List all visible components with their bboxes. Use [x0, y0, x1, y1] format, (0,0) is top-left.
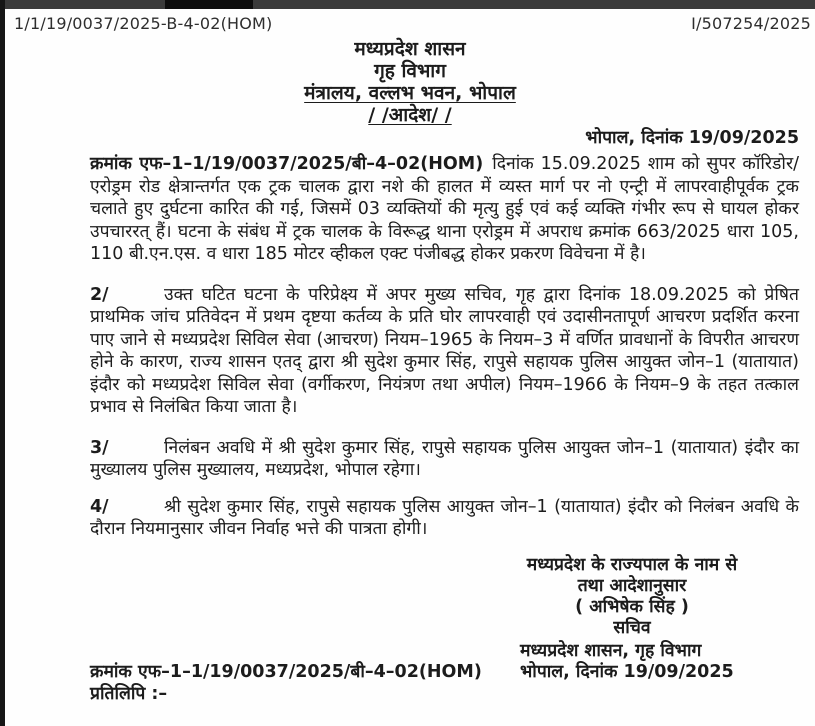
- copy-to-label: प्रतिलिपि :–: [90, 683, 168, 704]
- footer-place-date: भोपाल, दिनांक 19/09/2025: [520, 662, 734, 682]
- paragraph-3-number: 3/: [90, 437, 109, 458]
- letterhead: [5, 38, 815, 126]
- footer-department-line: मध्यप्रदेश शासन, गृह विभाग: [520, 640, 702, 661]
- office-address: मंत्रालय, वल्लभ भवन, भोपाल: [304, 82, 516, 104]
- eoffice-header-row: [5, 9, 815, 33]
- paragraph-3: [90, 437, 799, 482]
- paragraph-2: [90, 284, 799, 419]
- page-left-border: [0, 0, 5, 726]
- footer-block: [90, 641, 815, 706]
- footer-ref-number: क्रमांक एफ–1–1/19/0037/2025/बी–4–02(HOM): [90, 662, 482, 682]
- scrollbar-thumb[interactable]: [165, 0, 253, 9]
- paragraph-4-number: 4/: [90, 496, 109, 517]
- issue-place-date: भोपाल, दिनांक 19/09/2025: [585, 128, 799, 148]
- paragraph-4-text: श्री सुदेश कुमार सिंह, रापुसे सहायक पुलिस आयुक्त जोन–1 (यातायात) इंदौर को निलंबन अवधि के दौरान नियमानुसार जीवन निर्वाह भत्ते की पात्रता होगी।: [90, 496, 799, 539]
- paragraph-4: [90, 496, 799, 541]
- paragraph-1-text: दिनांक 15.09.2025 शाम को सुपर कॉरिडोर/एरोड्रम रोड क्षेत्रान्तर्गत एक ट्रक चालक द्वारा नशे की हालत में व्यस्त मार्ग पर नो एन्ट्री में लापरवाहीपूर्वक ट्रक चलाते हुए दुर्घटना कारित की गई, जिसमें 03 व्यक्तियों की मृत्यु हुई एवं कई व्यक्ति गंभीर रूप से घायल होकर उपचाररत् हैं। घटना के संबंध में ट्रक चालक के विरूद्ध थाना एरोड्रम में अपराध क्रमांक 663/2025 धारा 105, 110 बी.एन.एस. व धारा 185 मोटर व्हीकल एक्ट पंजीबद्ध होकर प्रकरण विवेचना में है।: [90, 154, 799, 264]
- signature-authority-line: मध्यप्रदेश के राज्यपाल के नाम से: [526, 554, 738, 575]
- order-ref-number: क्रमांक एफ–1–1/19/0037/2025/बी–4–02(HOM): [90, 154, 484, 174]
- footer-spacer-2: [520, 684, 815, 706]
- paragraph-2-text: उक्त घटित घटना के परिप्रेक्ष्य में अपर मुख्य सचिव, गृह द्वारा दिनांक 18.09.2025 को प्रेषित प्राथमिक जांच प्रतिवेदन में प्रथम दृष्टया कर्तव्य के प्रति घोर लापरवाही एवं उदासीनतापूर्ण आचरण प्रदर्शित करना पाए जाने से मध्यप्रदेश सिविल सेवा (आचरण) नियम–1965 के नियम–3 में वर्णित प्रावधानों के विपरीत आचरण होने के कारण, राज्य शासन एतद् द्वारा श्री सुदेश कुमार सिंह, रापुसे सहायक पुलिस आयुक्त जोन–1 (यातायात) इंदौर को मध्यप्रदेश सिविल सेवा (वर्गीकरण, नियंत्रण तथा अपील) नियम–1966 के नियम–9 के तहत तत्काल प्रभाव से निलंबित किया जाता है।: [90, 284, 799, 417]
- order-title: / /आदेश/ /: [368, 104, 452, 126]
- signature-byorder-line: तथा आदेशानुसार: [577, 575, 687, 596]
- file-number-left: 1/1/19/0037/2025-B-4-02(HOM): [14, 14, 273, 33]
- footer-spacer: [90, 641, 520, 663]
- window-top-bar: [0, 0, 815, 9]
- document-page: [5, 9, 815, 726]
- signatory-name: ( अभिषेक सिंह ): [575, 596, 689, 617]
- department-name: गृह विभाग: [374, 60, 446, 82]
- paragraph-1: [90, 153, 799, 266]
- file-number-right: I/507254/2025: [691, 14, 811, 33]
- signatory-designation: सचिव: [613, 617, 651, 638]
- paragraph-3-text: निलंबन अवधि में श्री सुदेश कुमार सिंह, रापुसे सहायक पुलिस आयुक्त जोन–1 (यातायात) इंदौर का मुख्यालय पुलिस मुख्यालय, मध्यप्रदेश, भोपाल रहेगा।: [90, 437, 799, 480]
- government-name: मध्यप्रदेश शासन: [354, 38, 466, 60]
- signature-block: [467, 555, 797, 639]
- paragraph-2-number: 2/: [90, 284, 109, 305]
